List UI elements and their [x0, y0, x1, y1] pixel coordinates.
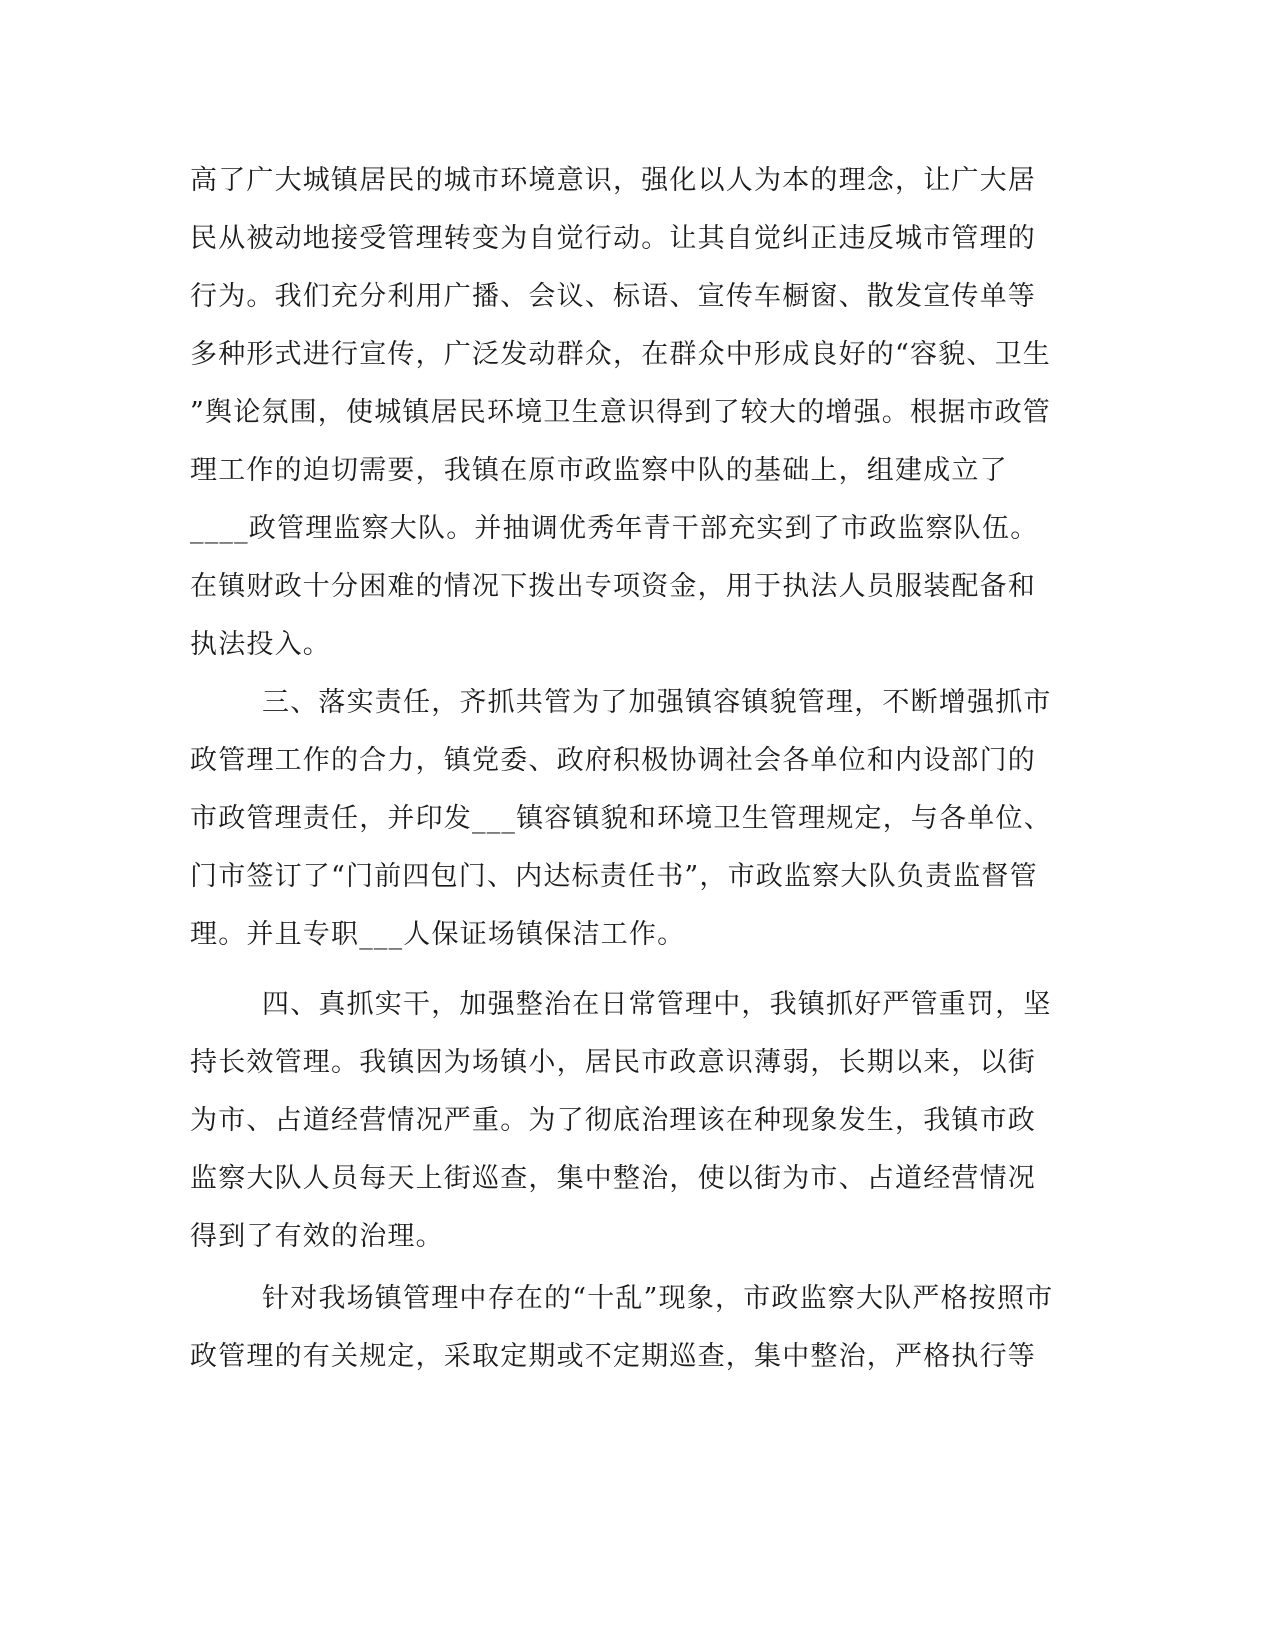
- text-line: 政管理的有关规定，采取定期或不定期巡查，集中整治，严格执行等: [190, 1341, 1036, 1372]
- text-line: 多种形式进行宣传，广泛发动群众，在群众中形成良好的“容貌、卫生: [190, 339, 1052, 370]
- text-line: 执法投入。: [190, 629, 331, 660]
- text-line: 持长效管理。我镇因为场镇小，居民市政意识薄弱，长期以来，以街: [190, 1047, 1036, 1078]
- text-line: 民从被动地接受管理转变为自觉行动。让其自觉纠正违反城市管理的: [190, 223, 1036, 254]
- paragraph-start-line: 三、落实责任，齐抓共管为了加强镇容镇貌管理，不断增强抓市: [262, 687, 1052, 718]
- text-line: ____政管理监察大队。并抽调优秀年青干部充实到了市政监察队伍。: [190, 513, 1039, 544]
- paragraph-start-line: 针对我场镇管理中存在的“十乱”现象，市政监察大队严格按照市: [262, 1283, 1054, 1314]
- text-line: 在镇财政十分困难的情况下拨出专项资金，用于执法人员服装配备和: [190, 571, 1036, 602]
- text-line: ”舆论氛围，使城镇居民环境卫生意识得到了较大的增强。根据市政管: [190, 397, 1052, 428]
- paragraph-start-line: 四、真抓实干，加强整治在日常管理中，我镇抓好严管重罚，坚: [262, 989, 1052, 1020]
- text-line: 市政管理责任，并印发___镇容镇貌和环境卫生管理规定，与各单位、: [190, 803, 1052, 834]
- text-line: 监察大队人员每天上街巡查，集中整治，使以街为市、占道经营情况: [190, 1163, 1036, 1194]
- text-line: 高了广大城镇居民的城市环境意识，强化以人为本的理念，让广大居: [190, 165, 1036, 196]
- text-line: 为市、占道经营情况严重。为了彻底治理该在种现象发生，我镇市政: [190, 1105, 1036, 1136]
- text-line: 门市签订了“门前四包门、内达标责任书”，市政监察大队负责监督管: [190, 861, 1038, 892]
- text-line: 政管理工作的合力，镇党委、政府积极协调社会各单位和内设部门的: [190, 745, 1036, 776]
- text-line: 行为。我们充分利用广播、会议、标语、宣传车橱窗、散发宣传单等: [190, 281, 1036, 312]
- text-line: 理工作的迫切需要，我镇在原市政监察中队的基础上，组建成立了: [190, 455, 1008, 486]
- text-line: 得到了有效的治理。: [190, 1221, 444, 1252]
- text-line: 理。并且专职___人保证场镇保洁工作。: [190, 919, 686, 950]
